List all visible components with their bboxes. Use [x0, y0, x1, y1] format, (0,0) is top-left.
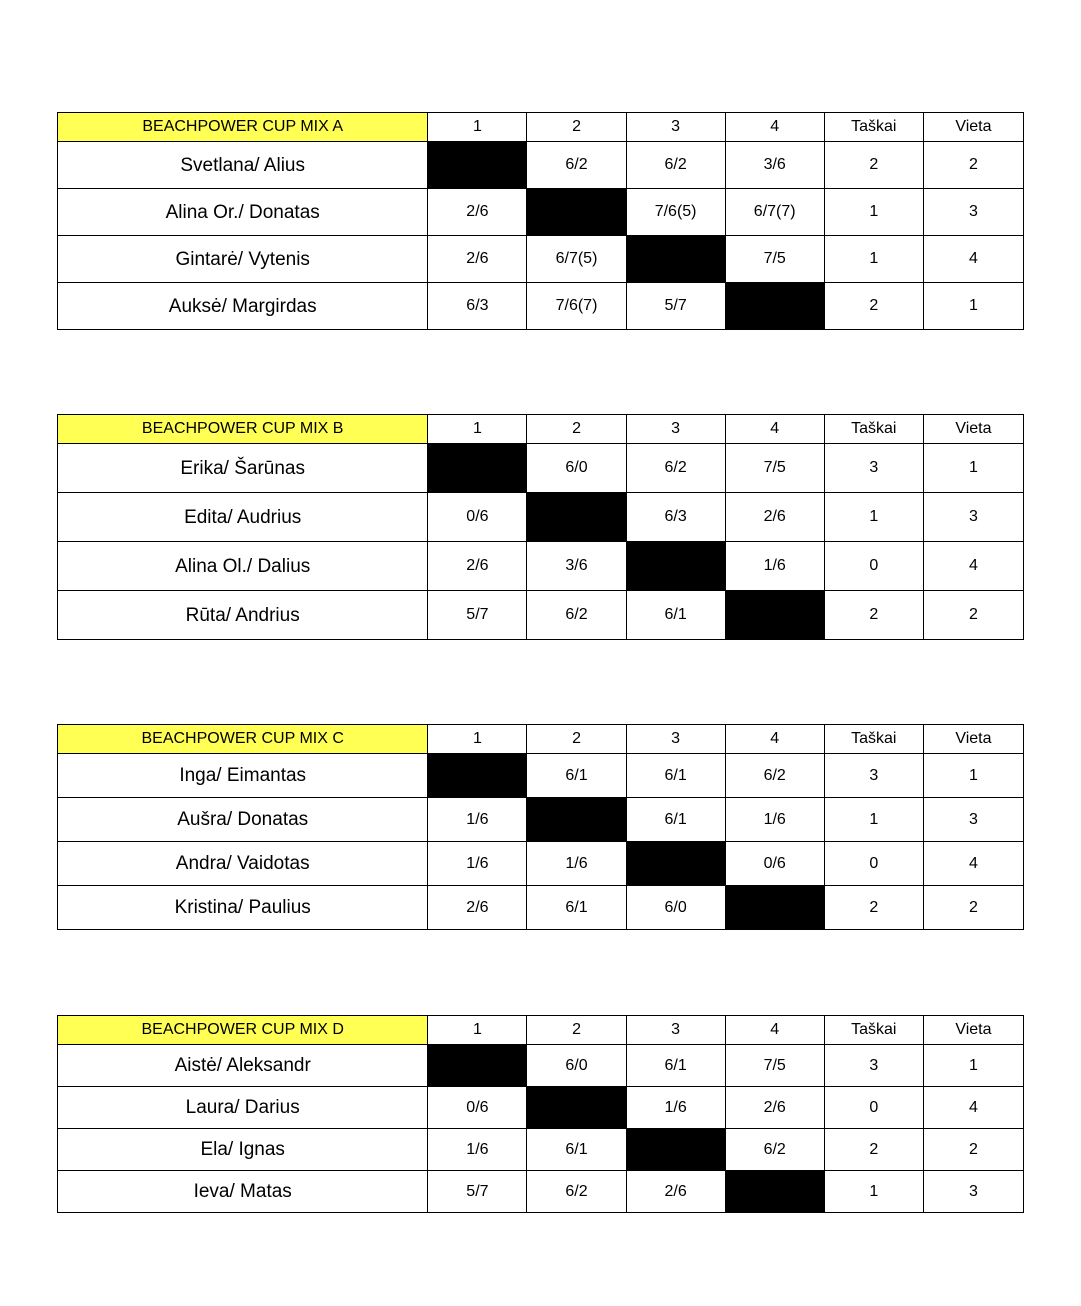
- score-cell: 2/6: [725, 493, 824, 542]
- table-row: [58, 886, 1024, 930]
- team-name: Aistė/ Aleksandr: [58, 1045, 428, 1087]
- score-cell: 2/6: [626, 1171, 725, 1213]
- score-cell: 2/6: [428, 886, 527, 930]
- self-match-cell: [527, 189, 626, 236]
- table-row: [58, 798, 1024, 842]
- score-cell: 2/6: [428, 189, 527, 236]
- team-name: Svetlana/ Alius: [58, 142, 428, 189]
- score-cell: 6/2: [725, 754, 824, 798]
- group-table-d: [57, 1015, 1024, 1213]
- score-cell: 1/6: [428, 842, 527, 886]
- points-cell: 3: [824, 1045, 923, 1087]
- team-name: Alina Ol./ Dalius: [58, 542, 428, 591]
- group-title: BEACHPOWER CUP MIX C: [58, 725, 428, 754]
- col-header: 1: [428, 725, 527, 754]
- self-match-cell: [428, 142, 527, 189]
- table-row: [58, 283, 1024, 330]
- header-row: [58, 725, 1024, 754]
- table-row: [58, 754, 1024, 798]
- col-header: 1: [428, 1016, 527, 1045]
- place-cell: 2: [923, 1129, 1023, 1171]
- score-cell: 3/6: [725, 142, 824, 189]
- score-cell: 1/6: [527, 842, 626, 886]
- points-cell: 1: [824, 1171, 923, 1213]
- col-header-place: Vieta: [923, 415, 1023, 444]
- self-match-cell: [725, 591, 824, 640]
- team-name: Gintarė/ Vytenis: [58, 236, 428, 283]
- team-name: Kristina/ Paulius: [58, 886, 428, 930]
- score-cell: 6/7(7): [725, 189, 824, 236]
- col-header: 1: [428, 113, 527, 142]
- score-cell: 1/6: [725, 798, 824, 842]
- score-cell: 1/6: [725, 542, 824, 591]
- score-cell: 2/6: [428, 542, 527, 591]
- score-cell: 2/6: [725, 1087, 824, 1129]
- score-cell: 1/6: [428, 798, 527, 842]
- place-cell: 1: [923, 1045, 1023, 1087]
- col-header-points: Taškai: [824, 415, 923, 444]
- self-match-cell: [725, 1171, 824, 1213]
- place-cell: 3: [923, 189, 1023, 236]
- col-header-points: Taškai: [824, 1016, 923, 1045]
- col-header-points: Taškai: [824, 113, 923, 142]
- group-title: BEACHPOWER CUP MIX D: [58, 1016, 428, 1045]
- group-table-b: [57, 414, 1024, 640]
- self-match-cell: [725, 283, 824, 330]
- header-row: [58, 1016, 1024, 1045]
- place-cell: 2: [923, 142, 1023, 189]
- place-cell: 3: [923, 798, 1023, 842]
- place-cell: 1: [923, 754, 1023, 798]
- points-cell: 3: [824, 754, 923, 798]
- score-cell: 6/2: [626, 142, 725, 189]
- score-cell: 7/6(5): [626, 189, 725, 236]
- score-cell: 7/5: [725, 236, 824, 283]
- team-name: Erika/ Šarūnas: [58, 444, 428, 493]
- place-cell: 4: [923, 842, 1023, 886]
- score-cell: 6/0: [527, 444, 626, 493]
- place-cell: 3: [923, 493, 1023, 542]
- col-header: 3: [626, 725, 725, 754]
- team-name: Aušra/ Donatas: [58, 798, 428, 842]
- score-cell: 6/1: [527, 754, 626, 798]
- points-cell: 0: [824, 542, 923, 591]
- self-match-cell: [626, 842, 725, 886]
- score-cell: 6/3: [626, 493, 725, 542]
- points-cell: 1: [824, 798, 923, 842]
- points-cell: 2: [824, 283, 923, 330]
- points-cell: 1: [824, 493, 923, 542]
- self-match-cell: [428, 444, 527, 493]
- table-row: [58, 493, 1024, 542]
- table-row: [58, 1171, 1024, 1213]
- score-cell: 7/5: [725, 1045, 824, 1087]
- table-row: [58, 236, 1024, 283]
- col-header: 3: [626, 415, 725, 444]
- score-cell: 6/1: [626, 754, 725, 798]
- place-cell: 2: [923, 591, 1023, 640]
- place-cell: 1: [923, 444, 1023, 493]
- col-header: 2: [527, 415, 626, 444]
- place-cell: 3: [923, 1171, 1023, 1213]
- score-cell: 0/6: [725, 842, 824, 886]
- score-cell: 6/1: [527, 1129, 626, 1171]
- points-cell: 2: [824, 1129, 923, 1171]
- col-header-place: Vieta: [923, 1016, 1023, 1045]
- col-header: 1: [428, 415, 527, 444]
- score-cell: 3/6: [527, 542, 626, 591]
- team-name: Andra/ Vaidotas: [58, 842, 428, 886]
- score-cell: 0/6: [428, 1087, 527, 1129]
- team-name: Ela/ Ignas: [58, 1129, 428, 1171]
- col-header: 4: [725, 415, 824, 444]
- points-cell: 2: [824, 886, 923, 930]
- score-cell: 6/2: [725, 1129, 824, 1171]
- score-cell: 6/2: [626, 444, 725, 493]
- table-row: [58, 142, 1024, 189]
- points-cell: 3: [824, 444, 923, 493]
- self-match-cell: [626, 236, 725, 283]
- self-match-cell: [725, 886, 824, 930]
- score-cell: 6/1: [626, 591, 725, 640]
- points-cell: 1: [824, 236, 923, 283]
- table-row: [58, 444, 1024, 493]
- self-match-cell: [626, 542, 725, 591]
- score-cell: 6/2: [527, 142, 626, 189]
- score-cell: 7/6(7): [527, 283, 626, 330]
- team-name: Auksė/ Margirdas: [58, 283, 428, 330]
- self-match-cell: [527, 1087, 626, 1129]
- points-cell: 0: [824, 1087, 923, 1129]
- score-cell: 5/7: [428, 1171, 527, 1213]
- score-cell: 5/7: [428, 591, 527, 640]
- score-cell: 2/6: [428, 236, 527, 283]
- score-cell: 6/3: [428, 283, 527, 330]
- col-header: 2: [527, 1016, 626, 1045]
- place-cell: 4: [923, 1087, 1023, 1129]
- score-cell: 0/6: [428, 493, 527, 542]
- col-header: 4: [725, 1016, 824, 1045]
- place-cell: 2: [923, 886, 1023, 930]
- col-header: 2: [527, 725, 626, 754]
- score-cell: 7/5: [725, 444, 824, 493]
- score-cell: 6/2: [527, 591, 626, 640]
- place-cell: 4: [923, 542, 1023, 591]
- col-header-place: Vieta: [923, 725, 1023, 754]
- group-title: BEACHPOWER CUP MIX B: [58, 415, 428, 444]
- table-row: [58, 842, 1024, 886]
- score-cell: 6/0: [527, 1045, 626, 1087]
- self-match-cell: [428, 754, 527, 798]
- group-title: BEACHPOWER CUP MIX A: [58, 113, 428, 142]
- self-match-cell: [626, 1129, 725, 1171]
- table-row: [58, 591, 1024, 640]
- team-name: Inga/ Eimantas: [58, 754, 428, 798]
- header-row: [58, 415, 1024, 444]
- score-cell: 6/1: [527, 886, 626, 930]
- points-cell: 2: [824, 591, 923, 640]
- col-header: 2: [527, 113, 626, 142]
- table-row: [58, 189, 1024, 236]
- score-cell: 1/6: [626, 1087, 725, 1129]
- self-match-cell: [428, 1045, 527, 1087]
- points-cell: 2: [824, 142, 923, 189]
- score-cell: 6/0: [626, 886, 725, 930]
- team-name: Edita/ Audrius: [58, 493, 428, 542]
- col-header: 4: [725, 113, 824, 142]
- score-cell: 1/6: [428, 1129, 527, 1171]
- table-row: [58, 1045, 1024, 1087]
- team-name: Rūta/ Andrius: [58, 591, 428, 640]
- col-header: 3: [626, 113, 725, 142]
- col-header: 4: [725, 725, 824, 754]
- points-cell: 0: [824, 842, 923, 886]
- score-cell: 6/2: [527, 1171, 626, 1213]
- header-row: [58, 113, 1024, 142]
- table-row: [58, 1129, 1024, 1171]
- team-name: Alina Or./ Donatas: [58, 189, 428, 236]
- place-cell: 1: [923, 283, 1023, 330]
- col-header-place: Vieta: [923, 113, 1023, 142]
- score-cell: 6/1: [626, 798, 725, 842]
- table-row: [58, 1087, 1024, 1129]
- score-cell: 6/1: [626, 1045, 725, 1087]
- points-cell: 1: [824, 189, 923, 236]
- score-cell: 5/7: [626, 283, 725, 330]
- group-table-a: [57, 112, 1024, 330]
- place-cell: 4: [923, 236, 1023, 283]
- group-table-c: [57, 724, 1024, 930]
- score-cell: 6/7(5): [527, 236, 626, 283]
- col-header-points: Taškai: [824, 725, 923, 754]
- self-match-cell: [527, 493, 626, 542]
- team-name: Ieva/ Matas: [58, 1171, 428, 1213]
- table-row: [58, 542, 1024, 591]
- team-name: Laura/ Darius: [58, 1087, 428, 1129]
- self-match-cell: [527, 798, 626, 842]
- col-header: 3: [626, 1016, 725, 1045]
